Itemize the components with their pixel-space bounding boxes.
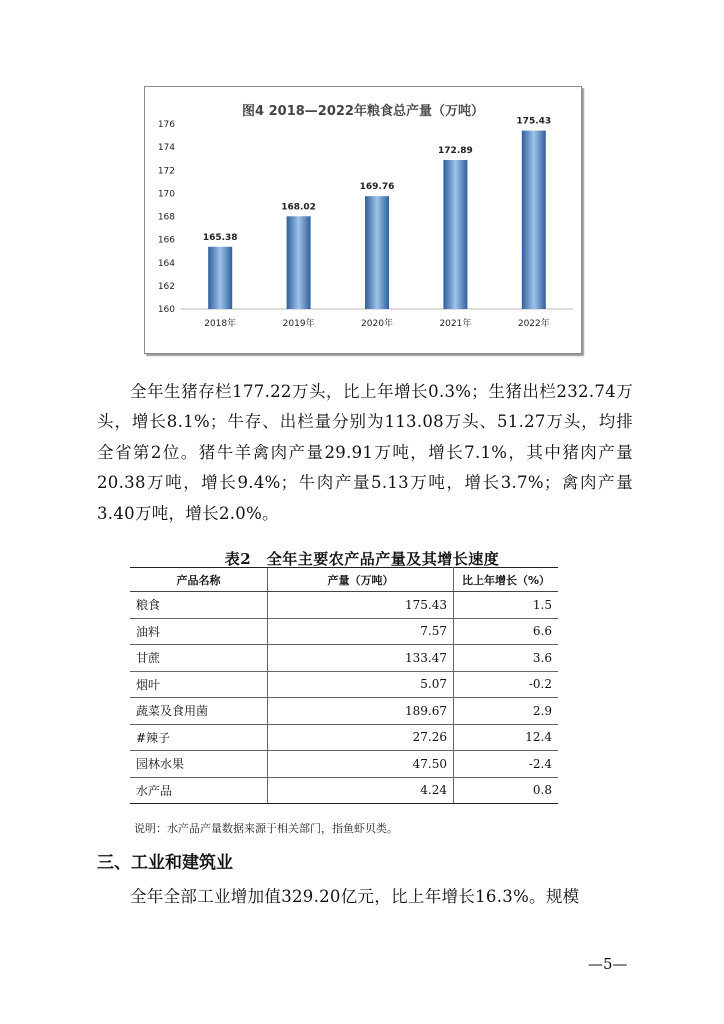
y-tick-label: 162 [157,281,175,292]
table-row [130,592,558,619]
cell-product-name: 粮食 [130,592,268,619]
y-tick-label: 172 [157,166,175,177]
table-row [130,645,558,672]
livestock-paragraph: 全年生猪存栏177.22万头，比上年增长0.3%；生猪出栏232.74万头，增长8.1%；牛存、出栏量分别为113.08万头、51.27万头，均排全省第2位。猪牛羊禽肉产量29.91万吨，增长7.1%，其中猪肉产量20.38万吨，增长9.4%；牛肉产量5.13万吨，增长3.7%；禽肉产量3.40万吨，增长2.0%。 [97,382,633,523]
cell-growth: -0.2 [454,671,559,698]
agri-products-table [130,567,558,804]
cell-output: 7.57 [268,618,454,645]
x-tick-label: 2018年 [204,319,237,329]
header-product-name: 产品名称 [130,568,268,592]
cell-growth: 12.4 [454,724,559,751]
cell-growth: 6.6 [454,618,559,645]
cell-growth: 3.6 [454,645,559,672]
y-tick-label: 170 [157,189,175,200]
x-tick-label: 2021年 [439,319,472,329]
data-label: 169.76 [359,182,395,193]
chart-canvas [145,87,581,353]
table-row [130,671,558,698]
grain-output-chart [144,86,582,354]
bar [522,131,546,309]
data-label: 172.89 [438,145,473,156]
cell-output: 47.50 [268,751,454,778]
cell-output: 189.67 [268,698,454,725]
cell-output: 5.07 [268,671,454,698]
cell-output: 175.43 [268,592,454,619]
y-tick-label: 160 [157,305,175,315]
header-growth: 比上年增长（%） [454,568,559,592]
header-output: 产量（万吨） [268,568,454,592]
cell-product-name: 甘蔗 [130,645,268,672]
data-label: 165.38 [202,232,238,243]
cell-growth: -2.4 [454,751,559,778]
y-tick-label: 176 [157,120,175,130]
cell-output: 133.47 [268,645,454,672]
bar [287,216,311,309]
table-row [130,751,558,778]
table-row [130,618,558,645]
table-header-row [130,568,558,592]
table-row [130,698,558,725]
y-tick-label: 164 [157,258,175,269]
page-number: —5— [588,955,628,973]
table-row [130,724,558,751]
y-tick-label: 168 [157,212,175,223]
cell-product-name: 蔬菜及食用菌 [130,698,268,725]
y-tick-label: 166 [157,235,175,246]
cell-output: 4.24 [268,777,454,804]
cell-product-name: 烟叶 [130,671,268,698]
cell-output: 27.26 [268,724,454,751]
cell-product-name: 水产品 [130,777,268,804]
chart-title: 图4 2018—2022年粮食总产量（万吨） [242,104,484,119]
table-row [130,777,558,804]
x-tick-label: 2019年 [282,319,315,329]
cell-growth: 0.8 [454,777,559,804]
table-title: 表2 全年主要农产品产量及其增长速度 [224,550,500,568]
industry-paragraph: 全年全部工业增加值329.20亿元，比上年增长16.3%。规模 [130,887,580,906]
cell-growth: 1.5 [454,592,559,619]
y-tick-label: 174 [157,143,175,154]
data-label: 175.43 [516,116,552,127]
cell-product-name: 园林水果 [130,751,268,778]
x-tick-label: 2020年 [361,319,393,329]
bar [443,160,467,309]
bar [208,247,232,309]
section-heading: 三、工业和建筑业 [97,853,233,873]
cell-product-name: 油料 [130,618,268,645]
cell-growth: 2.9 [454,698,559,725]
x-tick-label: 2022年 [517,319,550,329]
cell-product-name: #辣子 [130,724,268,751]
table-note: 说明：水产品产量数据来源于相关部门，指鱼虾贝类。 [134,822,398,835]
data-label: 168.02 [281,202,316,213]
bar [365,196,389,309]
